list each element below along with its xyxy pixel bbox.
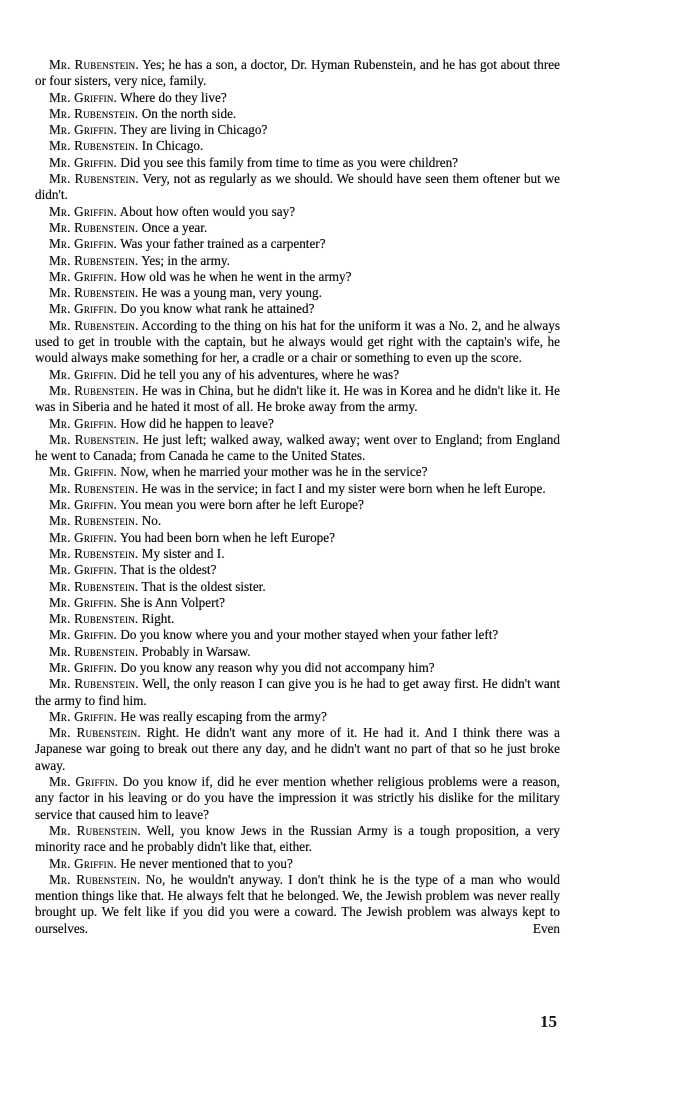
testimony-text: Yes; in the army.	[138, 252, 230, 268]
speaker-name: Mr. Rubenstein.	[49, 578, 139, 594]
testimony-paragraph	[35, 318, 560, 367]
speaker-name: Mr. Griffin.	[49, 89, 118, 105]
testimony-text: You had been born when he left Europe?	[117, 529, 335, 545]
testimony-text: You mean you were born after he left Europe?	[117, 497, 364, 513]
testimony-text: Did he tell you any of his adventures, where he was?	[117, 366, 400, 382]
speaker-name: Mr. Griffin.	[49, 627, 118, 643]
testimony-text: That is the oldest?	[117, 562, 217, 578]
testimony-text: In Chicago.	[138, 138, 204, 154]
testimony-paragraph	[35, 676, 560, 709]
testimony-paragraph	[35, 383, 560, 416]
testimony-paragraph	[35, 774, 560, 823]
testimony-paragraph	[35, 122, 560, 138]
testimony-paragraph	[35, 464, 560, 480]
testimony-text: My sister and I.	[138, 545, 225, 561]
testimony-text: Well, the only reason I can give you is he had to get away first. He didn't want the army to find him.	[35, 676, 560, 708]
speaker-name: Mr. Rubenstein.	[49, 822, 141, 838]
speaker-name: Mr. Griffin.	[49, 708, 118, 724]
testimony-text: How old was he when he went in the army?	[117, 268, 352, 284]
speaker-name: Mr. Rubenstein.	[49, 871, 141, 887]
testimony-text: Do you know what rank he attained?	[117, 301, 315, 317]
testimony-paragraph	[35, 562, 560, 578]
testimony-text: He was in the service; in fact I and my sister were born when he left Europe.	[138, 480, 546, 496]
testimony-paragraph	[35, 856, 560, 872]
speaker-name: Mr. Rubenstein.	[49, 57, 139, 72]
speaker-name: Mr. Rubenstein.	[49, 382, 139, 398]
speaker-name: Mr. Griffin.	[49, 236, 118, 252]
speaker-name: Mr. Griffin.	[49, 122, 118, 138]
testimony-paragraph	[35, 253, 560, 269]
testimony-text: He never mentioned that to you?	[117, 855, 293, 871]
testimony-text: Where do they live?	[117, 89, 227, 105]
testimony-paragraph	[35, 269, 560, 285]
page-number: 15	[540, 1012, 557, 1031]
speaker-name: Mr. Rubenstein.	[49, 611, 139, 627]
testimony-paragraph	[35, 595, 560, 611]
testimony-text: No.	[138, 513, 162, 529]
testimony-paragraph	[35, 57, 560, 90]
testimony-text: How did he happen to leave?	[117, 415, 274, 431]
testimony-text: Now, when he married your mother was he in the service?	[117, 464, 428, 480]
testimony-paragraph	[35, 481, 560, 497]
testimony-paragraph	[35, 530, 560, 546]
testimony-paragraph	[35, 627, 560, 643]
testimony-text: He just left; walked away, walked away; went over to England; from England he went to Canada; from Canada he came to the United States.	[35, 431, 560, 464]
speaker-name: Mr. Rubenstein.	[49, 643, 139, 659]
speaker-name: Mr. Rubenstein.	[49, 171, 139, 187]
testimony-paragraph	[35, 644, 560, 660]
testimony-paragraph	[35, 367, 560, 383]
speaker-name: Mr. Griffin.	[49, 464, 118, 480]
speaker-name: Mr. Griffin.	[49, 366, 118, 382]
speaker-name: Mr. Griffin.	[49, 268, 118, 284]
testimony-text: Well, you know Jews in the Russian Army is a tough proposition, a very minority race and he probably didn't like that, either.	[35, 822, 560, 855]
testimony-text: He was in China, but he didn't like it. He was in Korea and he didn't like it. He was in Siberia and he hated it most of all. He broke away from the army.	[35, 382, 560, 415]
speaker-name: Mr. Griffin.	[49, 659, 118, 675]
testimony-paragraph	[35, 220, 560, 236]
testimony-paragraph	[35, 497, 560, 513]
testimony-text: Do you know where you and your mother stayed when your father left?	[117, 627, 499, 643]
speaker-name: Mr. Griffin.	[49, 594, 118, 610]
testimony-paragraph	[35, 579, 560, 595]
testimony-paragraph	[35, 138, 560, 154]
speaker-name: Mr. Rubenstein.	[49, 545, 139, 561]
testimony-text: Right. He didn't want any more of it. He had it. And I think there was a Japanese war going to break out there any day, and he didn't want no part of that so he just broke away.	[35, 725, 560, 773]
testimony-text: Once a year.	[138, 219, 208, 235]
testimony-paragraph	[35, 285, 560, 301]
testimony-text: No, he wouldn't anyway. I don't think he is the type of a man who would mention things like that. He always felt that he belonged. We, the Jewish problem was never really brought up. We felt like if you did you were a coward. The Jewish problem was always kept to ourselves. Even	[35, 871, 560, 936]
testimony-text: Right.	[138, 611, 175, 627]
speaker-name: Mr. Rubenstein.	[49, 676, 139, 692]
testimony-paragraph	[35, 106, 560, 122]
testimony-text: Was your father trained as a carpenter?	[117, 236, 326, 252]
testimony-text: That is the oldest sister.	[138, 578, 266, 594]
testimony-text: Probably in Warsaw.	[138, 643, 251, 659]
testimony-paragraph	[35, 709, 560, 725]
testimony-paragraph	[35, 513, 560, 529]
testimony-paragraph	[35, 611, 560, 627]
speaker-name: Mr. Griffin.	[49, 154, 118, 170]
speaker-name: Mr. Rubenstein.	[49, 285, 139, 301]
speaker-name: Mr. Rubenstein.	[49, 252, 139, 268]
speaker-name: Mr. Griffin.	[49, 774, 119, 790]
transcript-page	[35, 57, 560, 937]
testimony-paragraph	[35, 301, 560, 317]
speaker-name: Mr. Griffin.	[49, 415, 118, 431]
testimony-paragraph	[35, 546, 560, 562]
speaker-name: Mr. Rubenstein.	[49, 317, 139, 333]
testimony-text: Do you know if, did he ever mention whether religious problems were a reason, any factor in his leaving or do you have the impression it was strictly his dislike for the military service that caused him to leave?	[35, 774, 560, 822]
speaker-name: Mr. Rubenstein.	[49, 219, 139, 235]
testimony-paragraph	[35, 725, 560, 774]
speaker-name: Mr. Griffin.	[49, 203, 118, 219]
testimony-paragraph	[35, 416, 560, 432]
speaker-name: Mr. Rubenstein.	[49, 725, 141, 741]
testimony-paragraph	[35, 432, 560, 465]
speaker-name: Mr. Griffin.	[49, 855, 118, 871]
testimony-text: According to the thing on his hat for the uniform it was a No. 2, and he always used to get in trouble with the captain, but he always would get right with the captain's wife, he would always make something for her, a cradle or a chair or something to even up the score.	[35, 317, 560, 366]
testimony-paragraph	[35, 171, 560, 204]
speaker-name: Mr. Rubenstein.	[49, 431, 140, 447]
testimony-text: They are living in Chicago?	[117, 122, 268, 138]
testimony-paragraph	[35, 660, 560, 676]
testimony-paragraph	[35, 872, 560, 937]
speaker-name: Mr. Rubenstein.	[49, 480, 139, 496]
testimony-text: Do you know any reason why you did not accompany him?	[117, 659, 435, 675]
testimony-text: Yes; he has a son, a doctor, Dr. Hyman Rubenstein, and he has got about three or four sisters, very nice, family.	[35, 57, 560, 89]
testimony-text: He was really escaping from the army?	[117, 708, 327, 724]
testimony-paragraph	[35, 155, 560, 171]
testimony-text: Did you see this family from time to time as you were children?	[117, 154, 459, 170]
testimony-paragraph	[35, 823, 560, 856]
speaker-name: Mr. Rubenstein.	[49, 513, 139, 529]
testimony-paragraph	[35, 90, 560, 106]
speaker-name: Mr. Griffin.	[49, 529, 118, 545]
speaker-name: Mr. Rubenstein.	[49, 138, 139, 154]
speaker-name: Mr. Griffin.	[49, 562, 118, 578]
testimony-text: On the north side.	[138, 105, 237, 121]
testimony-paragraph	[35, 204, 560, 220]
testimony-paragraph	[35, 236, 560, 252]
speaker-name: Mr. Griffin.	[49, 301, 118, 317]
speaker-name: Mr. Griffin.	[49, 497, 118, 513]
testimony-text: About how often would you say?	[117, 203, 296, 219]
testimony-text: She is Ann Volpert?	[117, 594, 226, 610]
testimony-text: He was a young man, very young.	[138, 285, 322, 301]
testimony-text: Very, not as regularly as we should. We should have seen them oftener but we didn't.	[35, 171, 560, 203]
speaker-name: Mr. Rubenstein.	[49, 105, 139, 121]
